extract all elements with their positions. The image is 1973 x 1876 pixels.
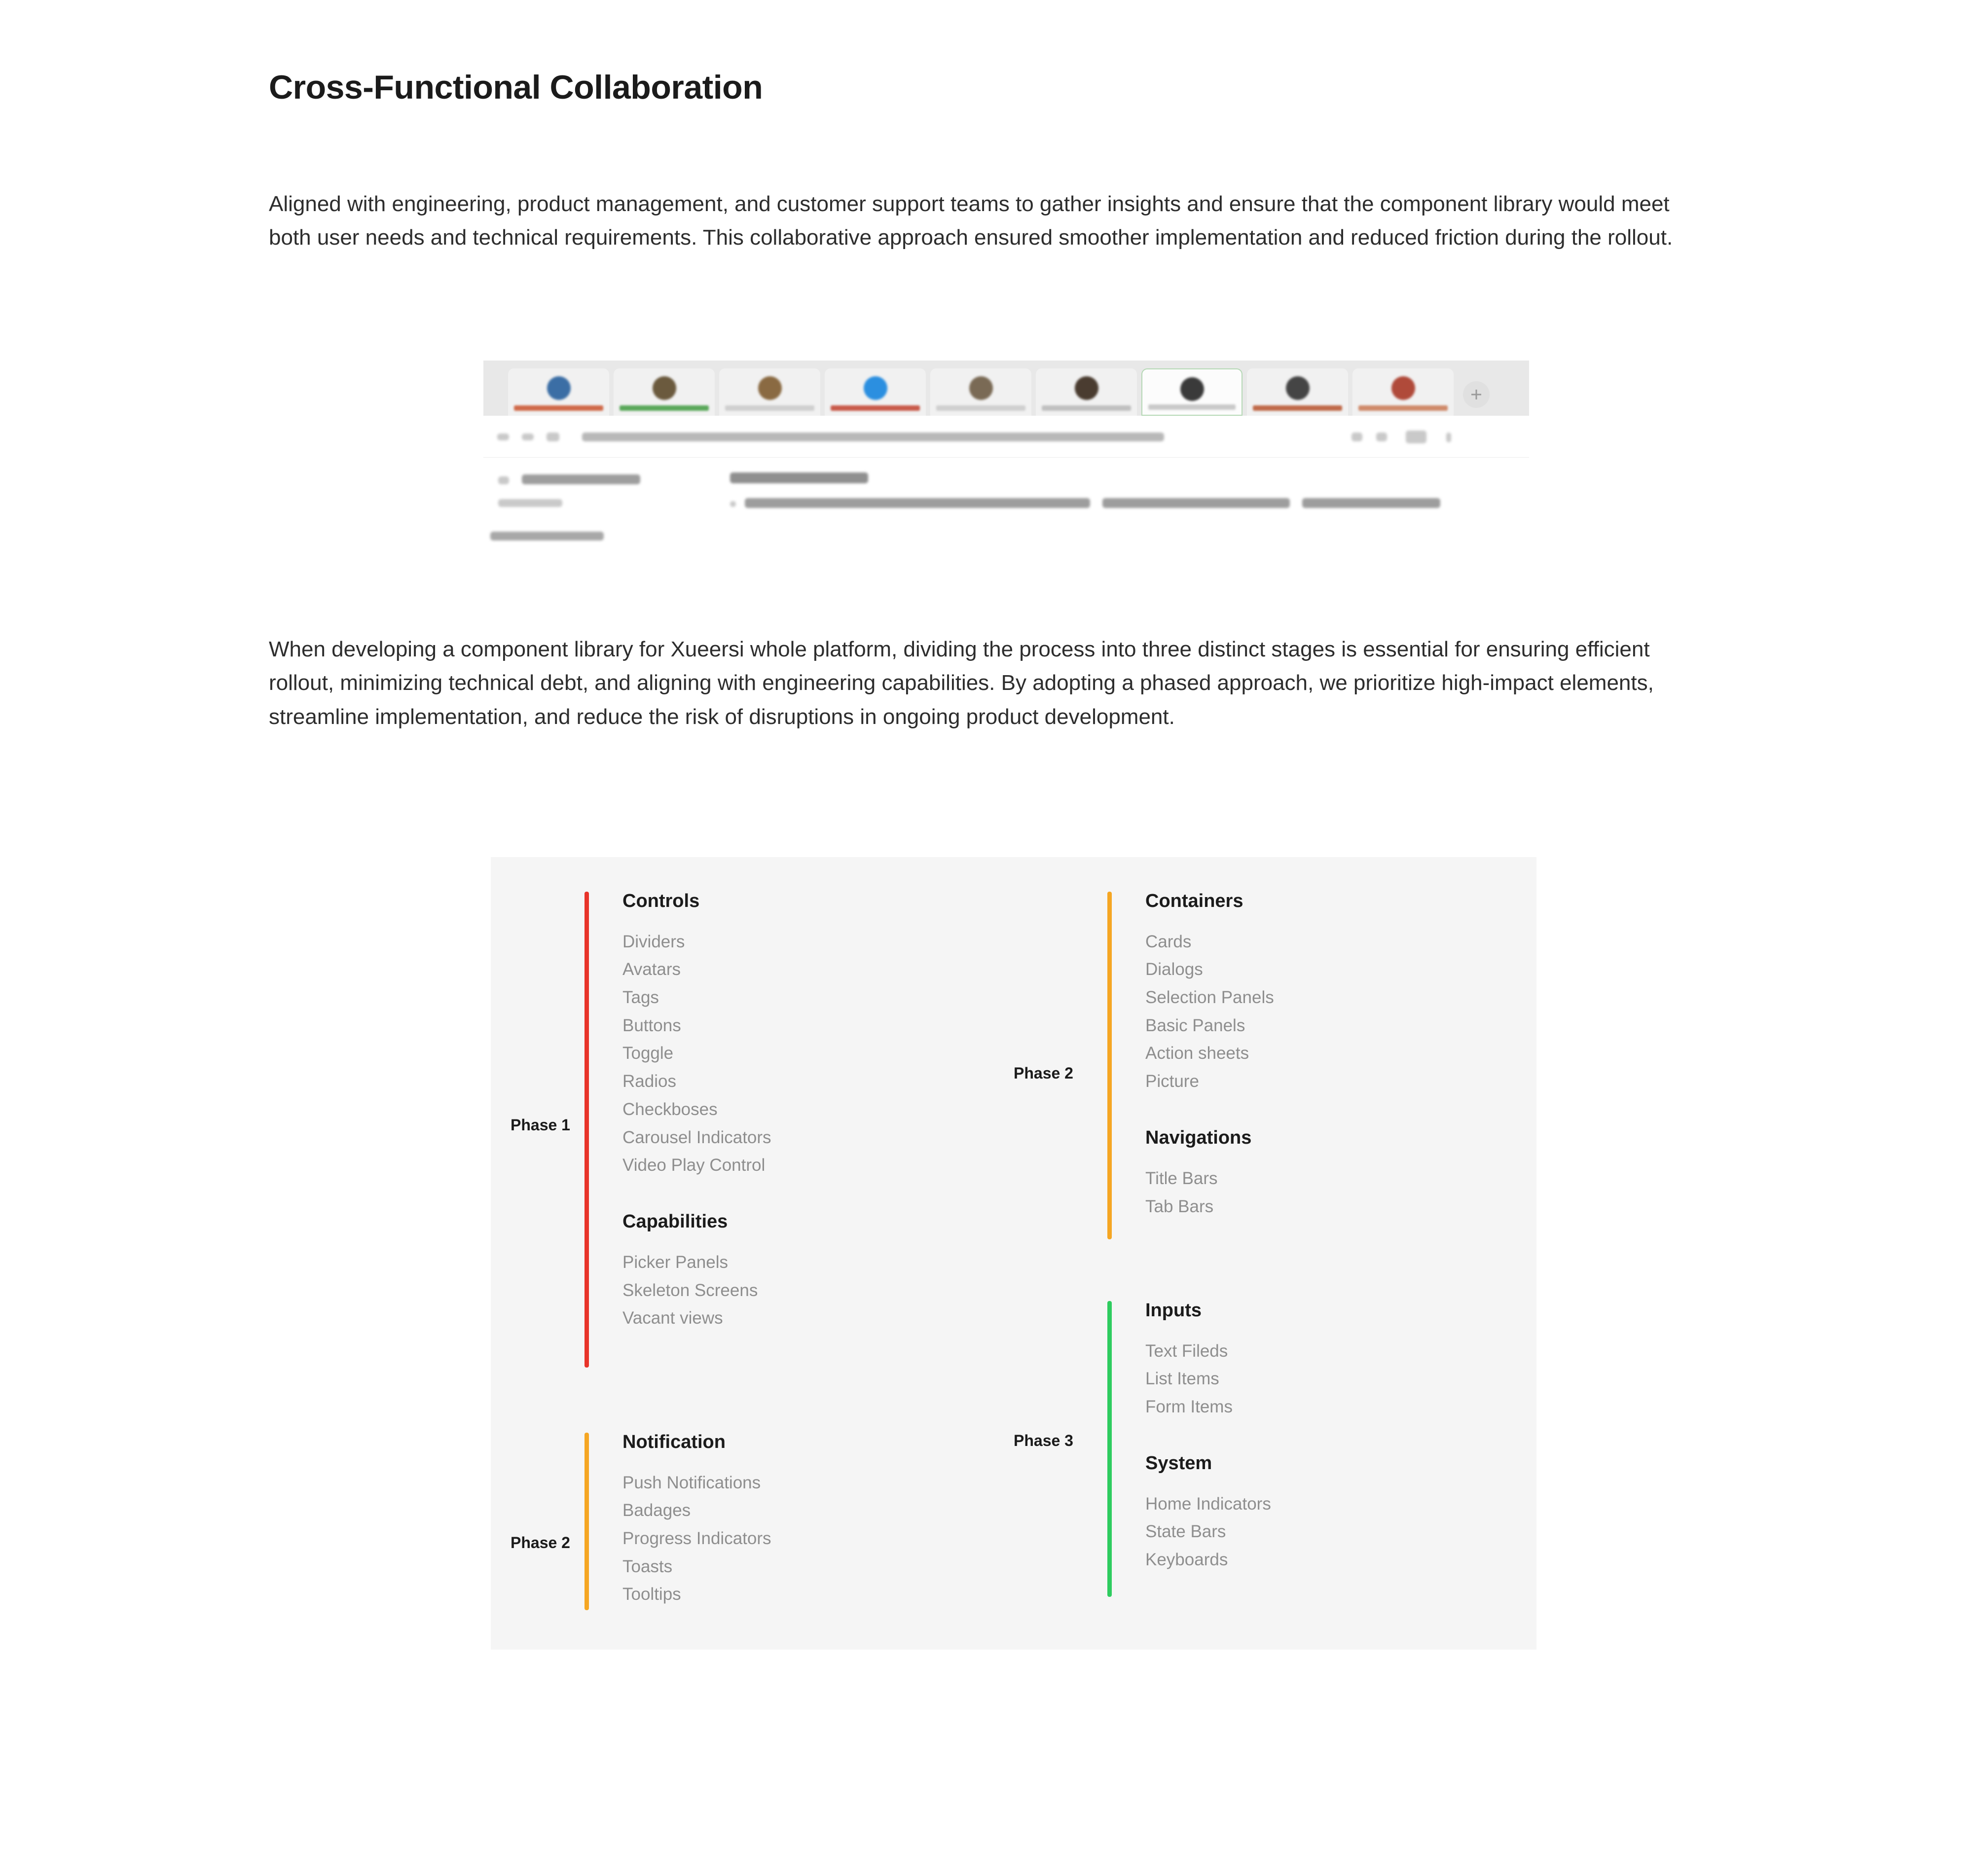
browser-tab[interactable] <box>1352 368 1454 416</box>
tab-title-blur <box>1148 404 1236 410</box>
diagram-left-column <box>491 892 1014 1610</box>
sidebar-label-blur <box>490 532 604 541</box>
group-spacer <box>1145 1096 1274 1128</box>
intro-paragraph: Aligned with engineering, product management, and customer support teams to gather insights and ensure that the component library would meet both user needs and technical requirements. This collaborative approach ensured smoother implementation and reduced friction during the rollout. <box>269 191 1673 250</box>
browser-tab-strip <box>483 361 1529 416</box>
page-content-blur <box>483 458 1529 559</box>
browser-tab[interactable] <box>719 368 820 416</box>
phase-2-right-label: Phase 2 <box>1014 1064 1073 1082</box>
reload-icon[interactable] <box>547 433 559 441</box>
group-item: Video Play Control <box>622 1155 766 1175</box>
phase-1-label: Phase 1 <box>511 1116 570 1134</box>
phase-1-block <box>491 892 1014 1368</box>
group-item: Tooltips <box>622 1585 681 1604</box>
group-title-system: System <box>1145 1452 1212 1474</box>
group-title-containers: Containers <box>1145 890 1243 911</box>
group-item: Dividers <box>622 932 685 951</box>
favicon-icon <box>1075 376 1098 400</box>
phase-1-bar <box>585 892 589 1368</box>
group-item: Tab Bars <box>1145 1196 1214 1216</box>
article-bullet-icon <box>730 501 736 507</box>
phase-2-right-bar <box>1107 892 1112 1239</box>
group-title-notification: Notification <box>622 1431 726 1452</box>
group-controls <box>622 892 771 1180</box>
article-line-blur <box>1302 498 1440 508</box>
group-item: Dialogs <box>1145 960 1203 979</box>
group-containers <box>1145 892 1274 1096</box>
browser-tab[interactable] <box>508 368 609 416</box>
phase-2-left-label: Phase 2 <box>511 1533 570 1551</box>
group-item: Progress Indicators <box>622 1529 771 1549</box>
group-item: Home Indicators <box>1145 1494 1271 1514</box>
group-title-inputs: Inputs <box>1145 1299 1202 1321</box>
browser-tab[interactable] <box>1247 368 1348 416</box>
group-item: Form Items <box>1145 1397 1233 1417</box>
group-navigations <box>1145 1128 1274 1221</box>
tab-title-blur <box>1042 405 1131 411</box>
group-notification <box>622 1433 771 1609</box>
group-title-controls: Controls <box>622 890 700 911</box>
tab-title-blur <box>725 405 814 411</box>
tab-title-blur <box>620 405 709 411</box>
process-paragraph: When developing a component library for Xueersi whole platform, dividing the process into three distinct stages is essential for ensuring efficient rollout, minimizing technical debt, and aligning with engineering capabilities. By adopting a phased approach, we prioritize high-impact elements, streamline implementation, and reduce the risk of disruptions in ongoing product development. <box>269 637 1654 729</box>
group-item: State Bars <box>1145 1522 1226 1542</box>
group-capabilities <box>622 1212 771 1333</box>
phase-2-left-groups <box>589 1433 771 1610</box>
group-item: List Items <box>1145 1369 1219 1389</box>
group-system <box>1145 1454 1271 1574</box>
screenshot-figure <box>483 361 1529 559</box>
group-title-capabilities: Capabilities <box>622 1211 728 1232</box>
phase-3-groups <box>1112 1301 1271 1597</box>
phase-3-bar <box>1107 1301 1112 1597</box>
group-item: Push Notifications <box>622 1473 761 1492</box>
article-line-blur <box>1102 498 1290 508</box>
phase-2-left-bar <box>585 1433 589 1610</box>
phase-2-right-groups <box>1112 892 1274 1239</box>
favicon-icon <box>1286 376 1310 400</box>
browser-tab[interactable] <box>930 368 1031 416</box>
phase-1-groups <box>589 892 771 1368</box>
phase-3-block <box>1014 1301 1507 1597</box>
tab-title-blur <box>1358 405 1448 411</box>
group-item: Checkboses <box>622 1099 718 1119</box>
tab-title-blur <box>1253 405 1342 411</box>
tab-title-blur <box>831 405 920 411</box>
page-heading-blur <box>522 474 640 484</box>
favicon-icon <box>969 376 993 400</box>
browser-tab[interactable] <box>1036 368 1137 416</box>
group-item: Basic Panels <box>1145 1015 1245 1035</box>
group-item: Picker Panels <box>622 1252 728 1272</box>
group-inputs <box>1145 1301 1271 1421</box>
browser-tab[interactable] <box>614 368 715 416</box>
browser-tab[interactable] <box>825 368 926 416</box>
group-item: Title Bars <box>1145 1168 1218 1188</box>
group-item: Text Fileds <box>1145 1341 1228 1361</box>
group-item: Toggle <box>622 1044 674 1063</box>
menu-icon[interactable] <box>1446 433 1451 442</box>
phase-2-left-block <box>491 1433 1014 1610</box>
group-item: Tags <box>622 988 659 1008</box>
group-item: Badages <box>622 1501 691 1520</box>
group-item: Selection Panels <box>1145 988 1274 1008</box>
tab-title-blur <box>514 405 603 411</box>
group-item: Skeleton Screens <box>622 1280 758 1300</box>
forward-icon[interactable] <box>522 433 534 440</box>
diagram-columns <box>491 892 1536 1610</box>
toolbar-action-icon[interactable] <box>1352 433 1362 441</box>
diagram-right-column <box>1014 892 1507 1610</box>
group-item: Carousel Indicators <box>622 1127 771 1147</box>
favicon-icon <box>653 376 676 400</box>
favicon-icon <box>758 376 782 400</box>
toolbar-action-icon[interactable] <box>1376 433 1387 441</box>
group-item: Toasts <box>622 1556 673 1576</box>
group-spacer <box>1145 1421 1271 1454</box>
group-item: Keyboards <box>1145 1550 1228 1570</box>
group-title-navigations: Navigations <box>1145 1127 1252 1148</box>
browser-screenshot <box>483 361 1529 559</box>
tab-title-blur <box>936 405 1025 411</box>
browser-viewport <box>483 416 1529 559</box>
new-tab-button[interactable] <box>1463 381 1490 408</box>
profile-icon[interactable] <box>1406 431 1426 443</box>
group-item: Cards <box>1145 932 1192 951</box>
back-icon[interactable] <box>497 433 509 440</box>
group-item: Avatars <box>622 960 681 979</box>
group-item: Picture <box>1145 1072 1199 1091</box>
phase-3-label: Phase 3 <box>1014 1431 1073 1449</box>
phase-2-right-block <box>1014 892 1507 1239</box>
favicon-icon <box>1391 376 1415 400</box>
favicon-icon <box>1180 377 1204 401</box>
group-item: Buttons <box>622 1015 681 1035</box>
article-line-blur <box>745 498 1090 508</box>
browser-tab-active[interactable] <box>1141 368 1242 416</box>
favicon-icon <box>864 376 887 400</box>
browser-toolbar <box>483 416 1529 458</box>
page-subheading-blur <box>498 499 562 507</box>
address-bar[interactable] <box>582 433 1164 441</box>
group-item: Vacant views <box>622 1308 723 1328</box>
group-item: Action sheets <box>1145 1044 1249 1063</box>
article-title-blur <box>730 472 868 483</box>
group-item: Radios <box>622 1072 676 1091</box>
breadcrumb-blur <box>498 476 509 484</box>
group-spacer <box>622 1180 771 1212</box>
favicon-icon <box>547 376 571 400</box>
page-title: Cross-Functional Collaboration <box>269 69 763 106</box>
phases-diagram <box>491 857 1536 1650</box>
